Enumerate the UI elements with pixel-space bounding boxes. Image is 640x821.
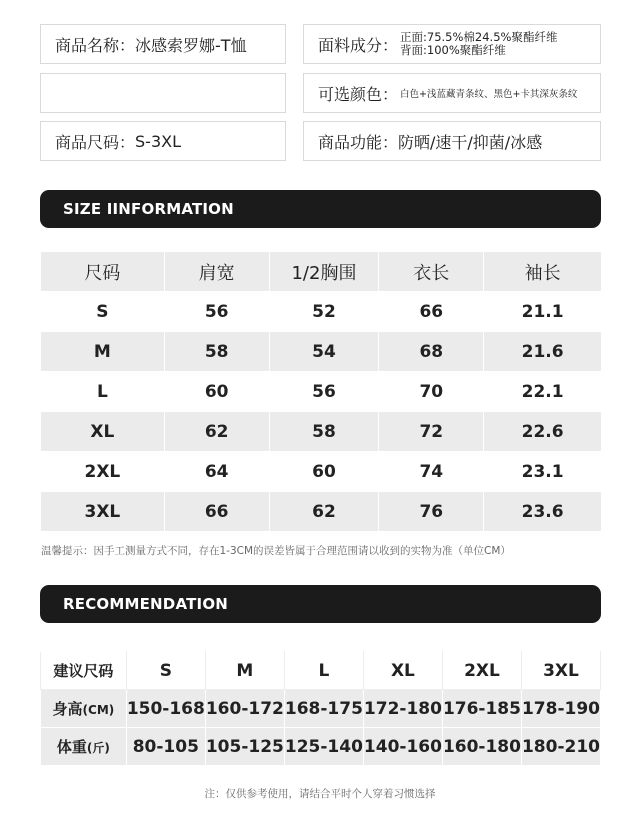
table-cell: XL	[41, 412, 165, 452]
size-table-header	[41, 252, 602, 292]
table-cell: 56	[269, 372, 379, 412]
table-cell: M	[205, 652, 284, 690]
table-row	[41, 452, 602, 492]
weight-label: 体重	[56, 738, 87, 756]
table-cell: S	[41, 292, 165, 332]
header-cell: 衣长	[379, 252, 484, 292]
empty-info-box	[40, 73, 286, 113]
product-name-value: 冰感索罗娜-T恤	[135, 35, 247, 55]
table-cell: 3XL	[521, 652, 600, 690]
table-row	[41, 332, 602, 372]
table-cell: 76	[379, 492, 484, 532]
table-cell: 2XL	[442, 652, 521, 690]
size-info-title: SIZE IINFORMATION	[63, 200, 234, 218]
recommendation-note: 注：仅供参考使用，请结合平时个人穿着习惯选择	[204, 788, 436, 800]
fabric-front: 正面:75.5%棉24.5%聚酯纤维	[400, 30, 558, 44]
function-box	[303, 121, 601, 161]
function-value: 防晒/速干/抑菌/冰感	[398, 132, 543, 152]
table-cell: 62	[164, 412, 269, 452]
table-cell: 80-105	[126, 728, 205, 766]
fabric-label: 面料成分：	[318, 35, 399, 55]
size-range-value: S-3XL	[135, 131, 181, 151]
table-cell: 52	[269, 292, 379, 332]
table-cell: 3XL	[41, 492, 165, 532]
height-unit: (CM)	[82, 703, 115, 717]
product-name-label: 商品名称：	[55, 35, 136, 55]
size-table	[40, 251, 602, 532]
table-cell: L	[284, 652, 363, 690]
header-cell: 肩宽	[164, 252, 269, 292]
height-label: 身高	[52, 700, 83, 718]
size-row-label: 建议尺码	[41, 652, 127, 690]
table-cell: L	[41, 372, 165, 412]
table-cell: 178-190	[521, 690, 600, 728]
fabric-box	[303, 24, 601, 64]
table-cell: 60	[269, 452, 379, 492]
table-cell: 21.6	[484, 332, 602, 372]
table-cell: 58	[269, 412, 379, 452]
table-cell: 58	[164, 332, 269, 372]
table-cell: XL	[363, 652, 442, 690]
table-cell: 140-160	[363, 728, 442, 766]
function-label: 商品功能：	[318, 132, 399, 152]
size-info-header	[40, 190, 601, 228]
weight-unit: (斤)	[86, 741, 110, 755]
table-cell: 22.1	[484, 372, 602, 412]
table-cell: 21.1	[484, 292, 602, 332]
table-cell: 68	[379, 332, 484, 372]
table-row	[41, 292, 602, 332]
header-cell: 袖长	[484, 252, 602, 292]
table-cell: 54	[269, 332, 379, 372]
header-cell: 尺码	[41, 252, 165, 292]
color-box	[303, 73, 601, 113]
table-cell: 72	[379, 412, 484, 452]
weight-label-cell	[41, 728, 127, 766]
table-row	[41, 652, 601, 690]
table-row	[41, 728, 601, 766]
recommendation-table	[40, 651, 601, 766]
header-cell: 1/2胸围	[269, 252, 379, 292]
table-cell: 23.6	[484, 492, 602, 532]
fabric-back: 背面:100%聚酯纤维	[400, 43, 506, 57]
recommendation-title: RECOMMENDATION	[63, 595, 229, 613]
color-label: 可选颜色：	[318, 84, 399, 104]
table-cell: 60	[164, 372, 269, 412]
table-cell: M	[41, 332, 165, 372]
table-cell: 22.6	[484, 412, 602, 452]
table-row	[41, 690, 601, 728]
table-cell: 160-180	[442, 728, 521, 766]
table-cell: 66	[379, 292, 484, 332]
table-cell: 62	[269, 492, 379, 532]
table-cell: S	[126, 652, 205, 690]
table-cell: 168-175	[284, 690, 363, 728]
table-cell: 105-125	[205, 728, 284, 766]
color-value: 白色+浅蓝藏青条纹、黑色+卡其深灰条纹	[400, 89, 578, 100]
table-row	[41, 372, 602, 412]
table-cell: 70	[379, 372, 484, 412]
table-cell: 64	[164, 452, 269, 492]
size-range-label: 商品尺码：	[55, 132, 136, 152]
table-cell: 180-210	[521, 728, 600, 766]
product-name-box	[40, 24, 286, 64]
table-row	[41, 412, 602, 452]
table-cell: 172-180	[363, 690, 442, 728]
fabric-values	[400, 31, 557, 57]
size-range-box	[40, 121, 286, 161]
table-cell: 23.1	[484, 452, 602, 492]
table-cell: 74	[379, 452, 484, 492]
table-cell: 160-172	[205, 690, 284, 728]
table-cell: 150-168	[126, 690, 205, 728]
height-label-cell	[41, 690, 127, 728]
recommendation-header	[40, 585, 601, 623]
table-cell: 66	[164, 492, 269, 532]
measurement-note: 温馨提示：因手工测量方式不同，存在1-3CM的误差皆属于合理范围请以收到的实物为准（单位CM）	[41, 545, 511, 557]
table-cell: 56	[164, 292, 269, 332]
table-cell: 125-140	[284, 728, 363, 766]
table-cell: 2XL	[41, 452, 165, 492]
table-row	[41, 492, 602, 532]
table-cell: 176-185	[442, 690, 521, 728]
